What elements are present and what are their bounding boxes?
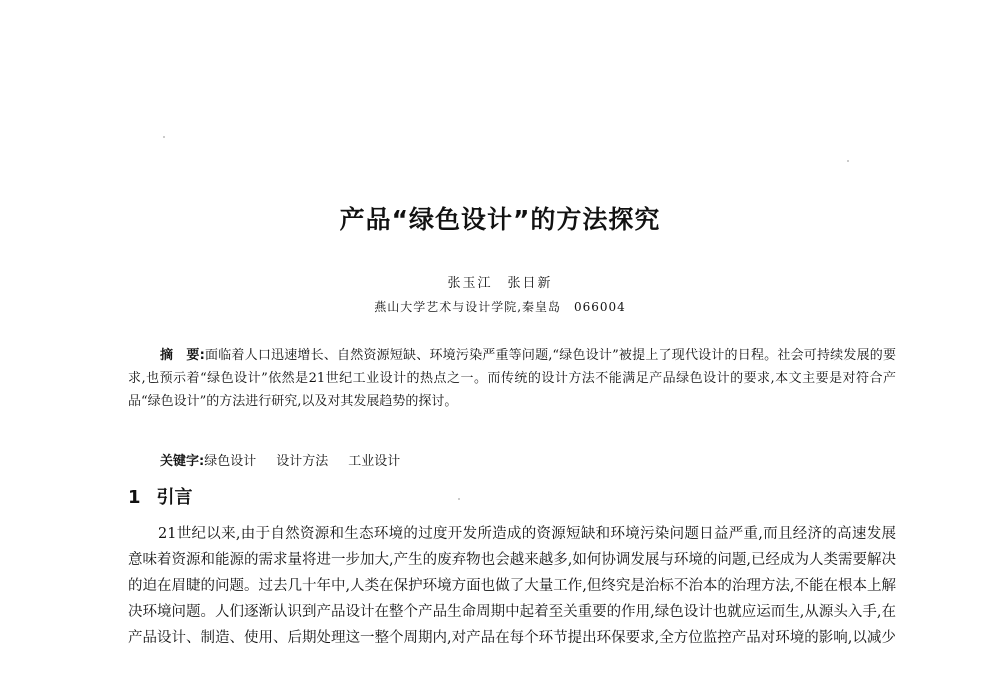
scan-speck: [163, 136, 165, 138]
section-number: 1: [128, 487, 141, 508]
abstract-label: 摘 要:: [160, 348, 205, 363]
abstract-text: 面临着人口迅速增长、自然资源短缺、环境污染严重等问题,“绿色设计”被提上了现代设计的日程。社会可持续发展的要求,也预示着“绿色设计”依然是21世纪工业设计的热点之一。而传统的设计方法不能满足产品绿色设计的要求,本文主要是对符合产品“绿色设计”的方法进行研究,以及对其发展趋势的探讨。: [128, 348, 896, 409]
keyword-item: 绿色设计: [204, 454, 257, 469]
section-heading: [128, 483, 193, 509]
keywords-label: 关键字:: [160, 454, 205, 469]
paper-affiliation: 燕山大学艺术与设计学院,秦皇岛 066004: [374, 300, 626, 314]
scan-speck: [458, 498, 460, 500]
paper-title: 产品“绿色设计”的方法探究: [339, 205, 661, 234]
keywords-line: [160, 450, 896, 473]
scan-speck: [847, 160, 849, 162]
body-paragraph: 21世纪以来,由于自然资源和生态环境的过度开发所造成的资源短缺和环境污染问题日益严重,而且经济的高速发展意味着资源和能源的需求量将进一步加大,产生的废弃物也会越来越多,如何协调发展与环境的问题,已经成为人类需要解决的迫在眉睫的问题。过去几十年中,人类在保护环境方面也做了大量工作,但终究是治标不治本的治理方法,不能在根本上解决环境问题。人们逐渐认识到产品设计在整个产品生命周期中起着至关重要的作用,绿色设计也就应运而生,从源头入手,在产品设计、制造、使用、后期处理这一整个周期内,对产品在每个环节提出环保要求,全方位监控产品对环境的影响,以减少: [128, 526, 896, 646]
keyword-item: 工业设计: [348, 454, 401, 469]
paper-authors: 张玉江 张日新: [447, 276, 553, 291]
section-title: 引言: [156, 487, 193, 508]
keyword-item: 设计方法: [276, 454, 329, 469]
abstract-paragraph: [128, 344, 896, 413]
